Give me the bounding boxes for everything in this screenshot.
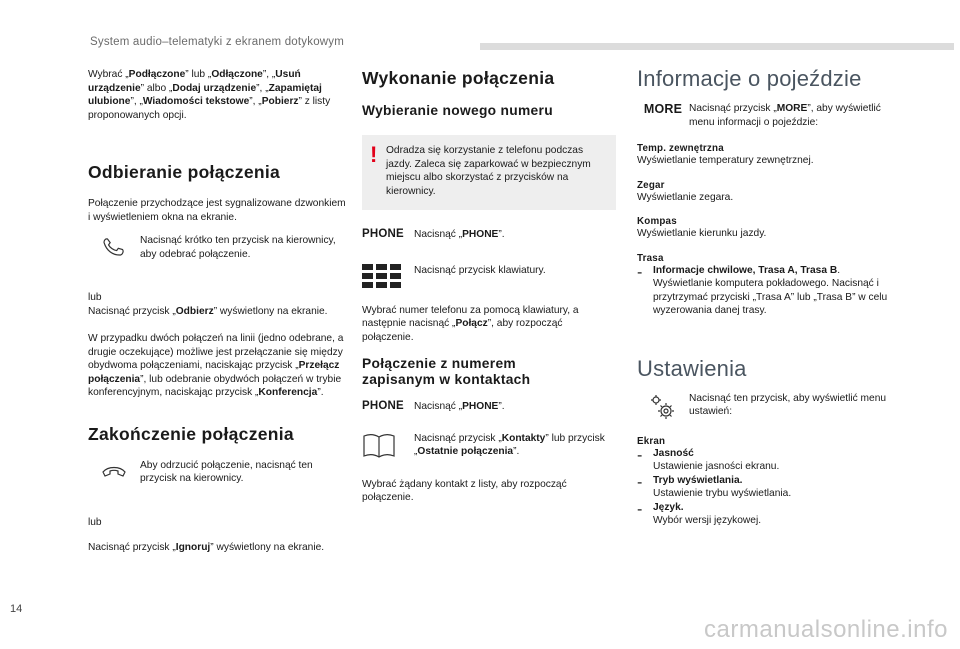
phone-button-icon: PHONE [362,228,404,240]
keypad-instruction: Nacisnąć przycisk klawiatury. [362,264,616,288]
ignore-button-paragraph: Nacisnąć przycisk „Ignoruj” wyświetlony na ekranie. [88,542,325,553]
section-title-end-call: Zakończenie połączenia [88,423,294,444]
end-call-instruction: Aby odrzucić połączenie, nacisnąć ten przycisk na kierownicy. [88,459,346,486]
switch-calls-paragraph: W przypadku dwóch połączeń na linii (jedno odebrane, a drugie oczekujące) możliwe jest przełączanie się między obydwoma połączeniami, naciskając przycisk „Przełącz połączenia”, lub odebranie obydwóch połączeń w trybie konferencyjnym, naciskając przycisk „Konferencja”. [88,333,344,398]
answer-call-paragraph: Połączenie przychodzące jest sygnalizowane dzwonkiem i wyświetleniem okna na ekranie. [88,198,346,223]
keypad-icon [362,264,414,288]
info-route: Trasa - Informacje chwilowe, Trasa A, Trasa B. Wyświetlanie komputera pokładowego. Nacisnąć i przytrzymać przyciski „Trasa A” lub „Trasa B” w celu wyzerowania danej trasy. [637,252,888,316]
section-title-answer-call: Odbieranie połączenia [88,162,281,182]
running-header: System audio–telematyki z ekranem dotykowym [90,36,345,48]
column-middle [362,68,616,505]
column-left [88,68,346,555]
info-compass: Kompas Wyświetlanie kierunku jazdy. [637,216,767,239]
section-title-settings: Ustawienia [637,355,747,381]
info-temperature: Temp. zewnętrzna Wyświetlanie temperatury zewnętrznej. [637,143,814,166]
subsection-contacts: Połączenie z numerem zapisanym w kontaktach [362,356,531,387]
more-button-icon: MORE [643,102,683,116]
section-title-vehicle-info: Informacje o pojeździe [637,66,862,91]
page-number: 14 [10,603,23,615]
book-icon [362,432,414,460]
more-instruction: MORE Nacisnąć przycisk „MORE”, aby wyświetlić menu informacji o pojeździe: [637,102,899,129]
answer-button-paragraph: Nacisnąć przycisk „Odbierz” wyświetlony na ekranie. [88,305,328,317]
settings-instruction: Nacisnąć ten przycisk, aby wyświetlić menu ustawień: [637,392,899,422]
choose-contact-paragraph: Wybrać żądany kontakt z listy, aby rozpocząć połączenie. [362,478,567,503]
settings-screen: Ekran - Jasność Ustawienie jasności ekranu. - Tryb wyświetlania. Ustawienie trybu wyświetlania. - Język. Wybór wersji językowej. [637,435,792,526]
phone-instruction: PHONE Nacisnąć „PHONE”. [362,228,505,240]
intro-paragraph: Wybrać „Podłączone” lub „Odłączone”, „Usuń urządzenie” albo „Dodaj urządzenie”, „Zapamiętaj ulubione”, „Wiadomości tekstowe”, „Pobierz” z listy proponowanych opcji. [88,69,331,121]
watermark: carmanualsonline.info [704,616,948,643]
column-right [637,68,899,528]
phone-button-icon-2: PHONE [362,400,404,412]
header-bar [480,43,954,50]
exclamation-icon: ! [370,142,378,167]
gear-icon [637,392,689,422]
phone-handset-icon [88,234,140,260]
warning-box: ! Odradza się korzystanie z telefonu podczas jazdy. Zaleca się zaparkować w bezpiecznym miejscu albo skorzystać z przycisków na kierownicy. [362,135,616,210]
contacts-instruction: Nacisnąć przycisk „Kontakty” lub przycisk „Ostatnie połączenia”. [362,432,616,460]
or-text: lub [88,292,102,303]
answer-call-instruction: Nacisnąć krótko ten przycisk na kierownicy, aby odebrać połączenie. [88,234,346,261]
section-title-make-call: Wykonanie połączenia [362,68,555,88]
dial-paragraph: Wybrać numer telefonu za pomocą klawiatury, a następnie nacisnąć „Połącz”, aby rozpocząć połączenie. [362,304,579,343]
subsection-new-number: Wybieranie nowego numeru [362,103,553,118]
hang-up-icon [88,459,140,481]
phone-instruction-2: PHONE Nacisnąć „PHONE”. [362,400,505,412]
info-clock: Zegar Wyświetlanie zegara. [637,179,734,203]
or-text-2: lub [88,516,102,528]
